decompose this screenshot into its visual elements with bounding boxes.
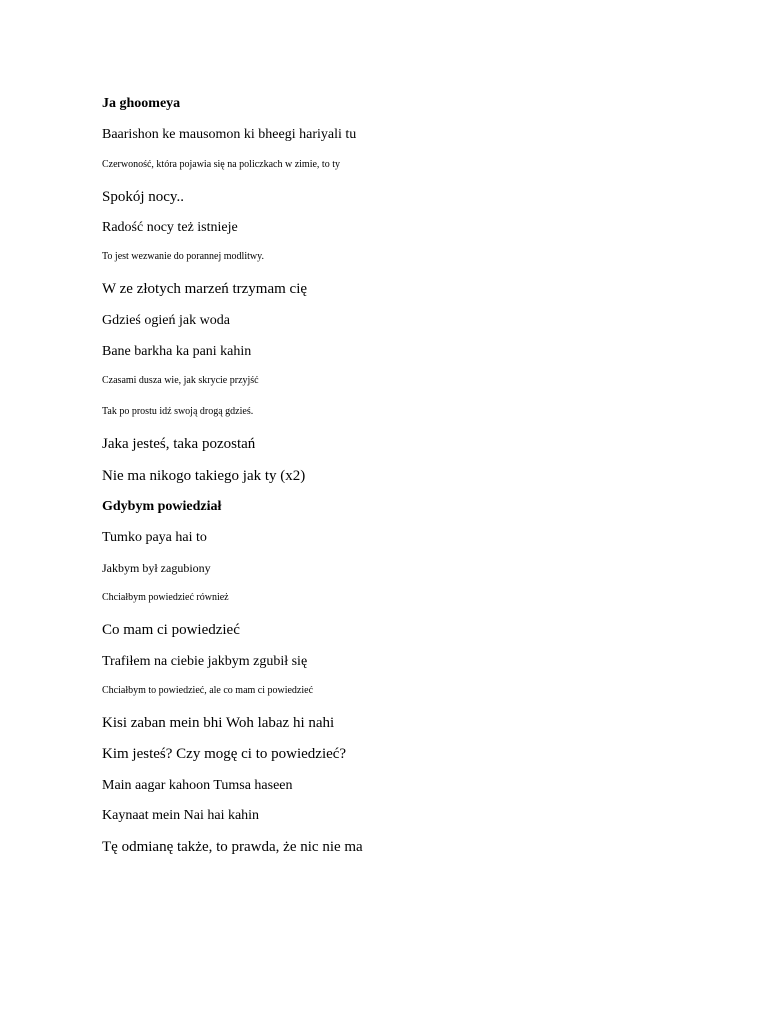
lyric-line: Bane barkha ka pani kahin [102, 344, 252, 359]
lyric-line: Nie ma nikogo takiego jak ty (x2) [102, 468, 306, 484]
lyric-line: Tumko paya hai to [102, 530, 207, 545]
lyric-line: Kim jesteś? Czy mogę ci to powiedzieć? [102, 746, 347, 762]
lyric-line: Tak po prostu idź swoją drogą gdzieś. [102, 406, 254, 417]
lyric-line: Baarishon ke mausomon ki bheegi hariyali tu [102, 127, 357, 142]
lyric-line: Kaynaat mein Nai hai kahin [102, 808, 260, 823]
lyric-line: Jakbym był zagubiony [102, 561, 211, 575]
lyric-heading: Gdybym powiedział [102, 499, 222, 514]
lyric-line: Gdzieś ogień jak woda [102, 313, 230, 328]
lyric-line: Chciałbym powiedzieć również [102, 592, 229, 603]
lyric-line: Co mam ci powiedzieć [102, 622, 240, 638]
lyric-line: To jest wezwanie do porannej modlitwy. [102, 251, 264, 262]
lyric-line: Jaka jesteś, taka pozostań [102, 436, 256, 452]
lyric-line: Tę odmianę także, to prawda, że nic nie ma [102, 839, 363, 855]
lyric-heading: Ja ghoomeya [102, 96, 181, 111]
lyric-line: Radość nocy też istnieje [102, 220, 238, 235]
lyric-line: Main aagar kahoon Tumsa haseen [102, 778, 293, 793]
lyric-line: Spokój nocy.. [102, 189, 184, 205]
lyric-line: W ze złotych marzeń trzymam cię [102, 281, 308, 297]
lyric-line: Czerwoność, która pojawia się na policzkach w zimie, to ty [102, 159, 340, 170]
lyric-line: Trafiłem na ciebie jakbym zgubił się [102, 654, 308, 669]
lyric-line: Kisi zaban mein bhi Woh labaz hi nahi [102, 715, 335, 731]
lyric-line: Chciałbym to powiedzieć, ale co mam ci powiedzieć [102, 685, 314, 696]
lyric-line: Czasami dusza wie, jak skrycie przyjść [102, 375, 259, 386]
